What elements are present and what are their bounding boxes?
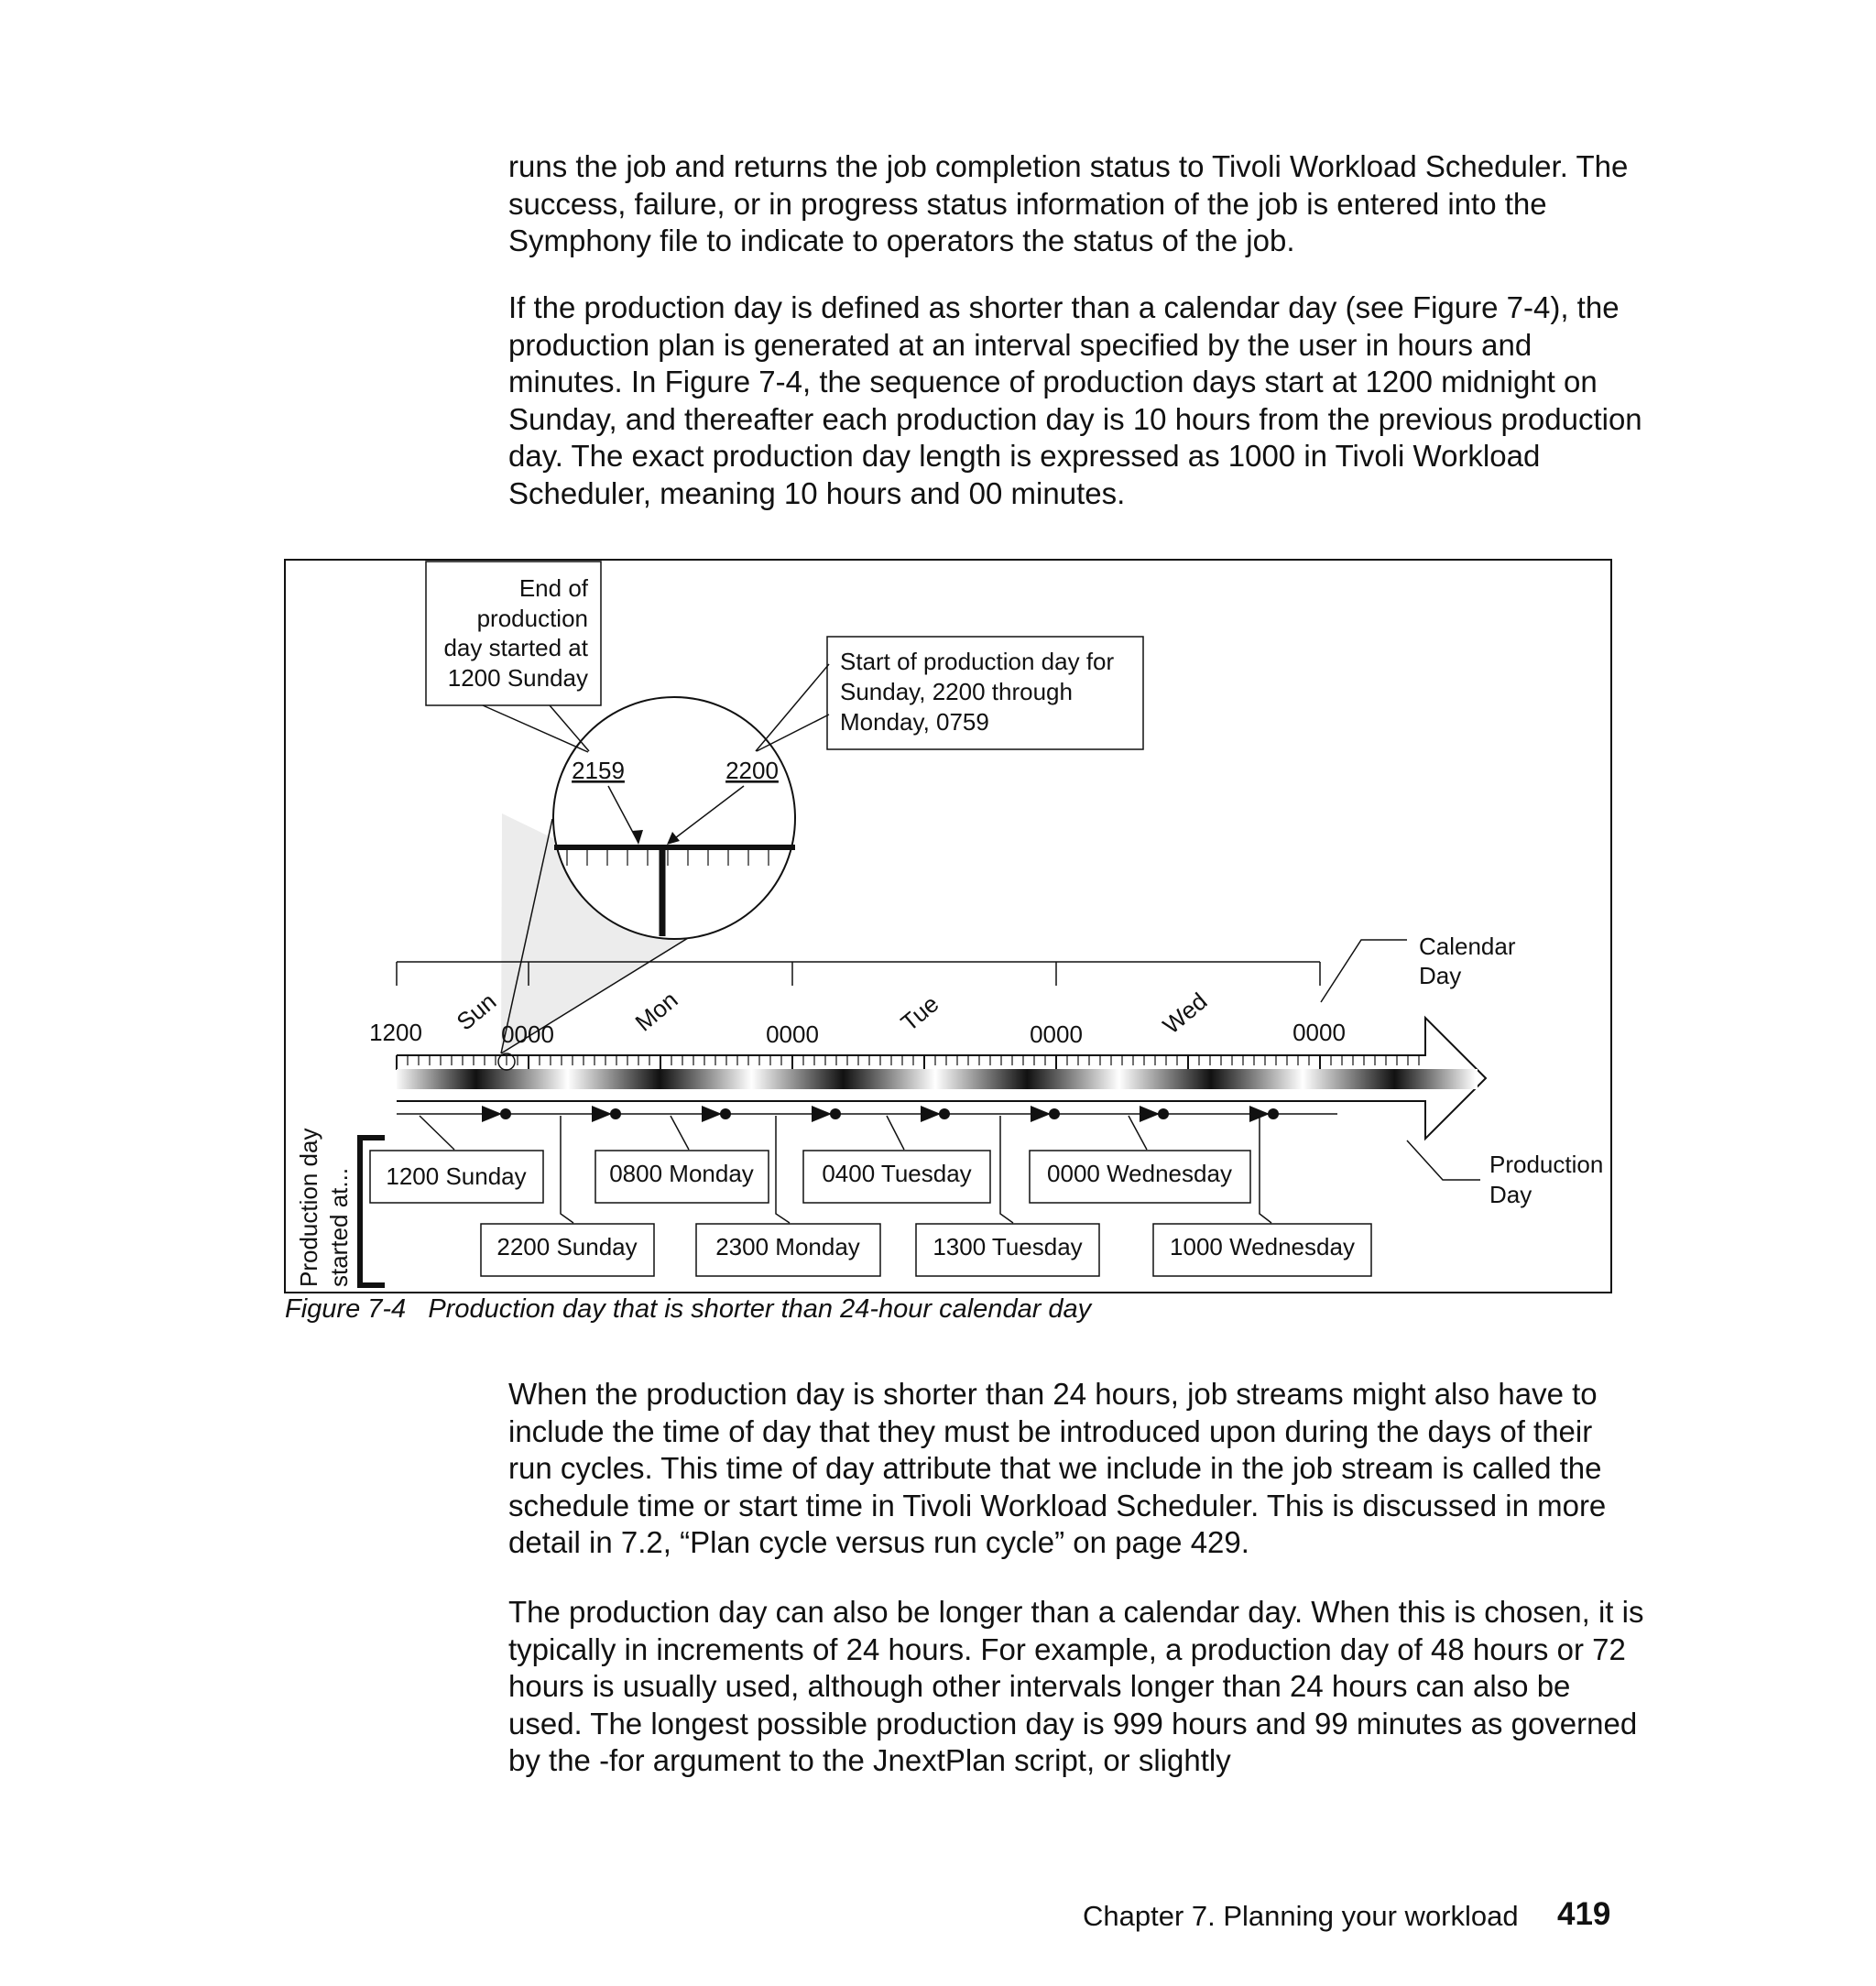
calendar-label-line-1: Calendar [1419, 933, 1516, 960]
box-1300-tuesday-label: 1300 Tuesday [933, 1233, 1083, 1260]
box-1000-wednesday-label: 1000 Wednesday [1170, 1233, 1355, 1260]
callout-end-line-4: 1200 Sunday [447, 664, 588, 692]
production-label-line-2: Day [1489, 1181, 1532, 1208]
paragraph-1: runs the job and returns the job completion status to Tivoli Workload Scheduler. The success, failure, or in progress status information of the job is entered into the Symphony file to indicate to operators the status of the job. [508, 149, 1629, 257]
midnight-label-3: 0000 [1030, 1020, 1083, 1048]
magnifier-circle [553, 697, 795, 939]
callout-start-leader [756, 664, 829, 751]
marker-arrowhead [702, 1106, 722, 1122]
marker-dot [500, 1108, 511, 1119]
paragraph-2: If the production day is defined as shorter than a calendar day (see Figure 7-4), the production plan is generated at an interval specified by the user in hours and minutes. In Figure 7-4, the sequence of production days start at 1200 midnight on Sunday, and thereafter each production day is 10 hours from the previous production day. The exact production day length is expressed as 1000 in Tivoli Workload Scheduler, meaning 10 hours and 00 minutes. [508, 290, 1642, 510]
callout-end-line-1: End of [518, 574, 588, 602]
paragraph-3: When the production day is shorter than 24 hours, job streams might also have to include the time of day that they must be introduced upon during the days of their run cycles. This time of day attribute that we include in the job stream is called the schedule time or start time in Tivoli Workload Scheduler. This is discussed in more detail in 7.2, “Plan cycle versus run cycle” on page 429. [508, 1377, 1607, 1559]
callout-end-line-2: production [476, 605, 588, 632]
callout-start-line-2: Sunday, 2200 through [840, 678, 1073, 705]
production-label-leader [1407, 1140, 1480, 1180]
marker-dot [1049, 1108, 1060, 1119]
marker-arrowhead [812, 1106, 832, 1122]
callout-start-line-1: Start of production day for [840, 648, 1115, 675]
callout-start-line-3: Monday, 0759 [840, 708, 989, 736]
midnight-label-2: 0000 [766, 1020, 819, 1048]
side-label-line-2: started at... [325, 1167, 353, 1287]
box-0800-monday-label: 0800 Monday [609, 1160, 754, 1187]
callout-start-leader-2 [757, 715, 829, 751]
marker-arrowhead [482, 1106, 502, 1122]
marker-dot [1158, 1108, 1169, 1119]
box-1200-sunday-label: 1200 Sunday [386, 1162, 527, 1190]
day-label-sun: Sun [451, 987, 502, 1036]
marker-arrowhead [921, 1106, 941, 1122]
calendar-label-line-2: Day [1419, 962, 1462, 989]
zoom-right-label: 2200 [725, 757, 779, 784]
production-label-line-1: Production [1489, 1151, 1604, 1178]
footer-chapter: Chapter 7. Planning your workload [1083, 1900, 1519, 1932]
midnight-label-1: 0000 [501, 1020, 554, 1048]
day-label-tue: Tue [895, 989, 944, 1037]
marker-dot [1268, 1108, 1279, 1119]
box-0400-tuesday-label: 0400 Tuesday [822, 1160, 972, 1187]
marker-dot [720, 1108, 731, 1119]
marker-arrowhead [592, 1106, 612, 1122]
midnight-label-4: 0000 [1292, 1019, 1346, 1046]
caption-text: Production day that is shorter than 24-hour calendar day [428, 1294, 1092, 1324]
page-number: 419 [1557, 1896, 1611, 1932]
marker-dot [830, 1108, 841, 1119]
box-2300-monday-label: 2300 Monday [715, 1233, 860, 1260]
marker-arrowhead [1140, 1106, 1160, 1122]
callout-end-leader [483, 705, 588, 752]
production-gradient-band [397, 1069, 1478, 1089]
figure-caption [285, 1294, 1091, 1325]
caption-number: Figure 7-4 [285, 1294, 407, 1324]
paragraph-4: The production day can also be longer than a calendar day. When this is chosen, it is typically in increments of 24 hours. For example, a production day of 48 hours or 72 hours is usually used, although other intervals longer than 24 hours can also be used. The longest possible production day is 999 hours and 99 minutes as governed by the -for argument to the JnextPlan script, or slightly [508, 1595, 1644, 1777]
box-2200-sunday-label: 2200 Sunday [496, 1233, 638, 1260]
day-label-wed: Wed [1157, 987, 1213, 1040]
axis-start-label: 1200 [369, 1019, 422, 1046]
side-label-line-1: Production day [295, 1128, 322, 1287]
marker-dot [610, 1108, 621, 1119]
marker-arrowhead [1031, 1106, 1051, 1122]
day-label-mon: Mon [629, 986, 683, 1037]
zoom-left-label: 2159 [572, 757, 625, 784]
callout-end-line-3: day started at [443, 634, 588, 661]
marker-dot [939, 1108, 950, 1119]
calendar-label-leader [1321, 940, 1407, 1002]
box-0000-wednesday-label: 0000 Wednesday [1047, 1160, 1232, 1187]
